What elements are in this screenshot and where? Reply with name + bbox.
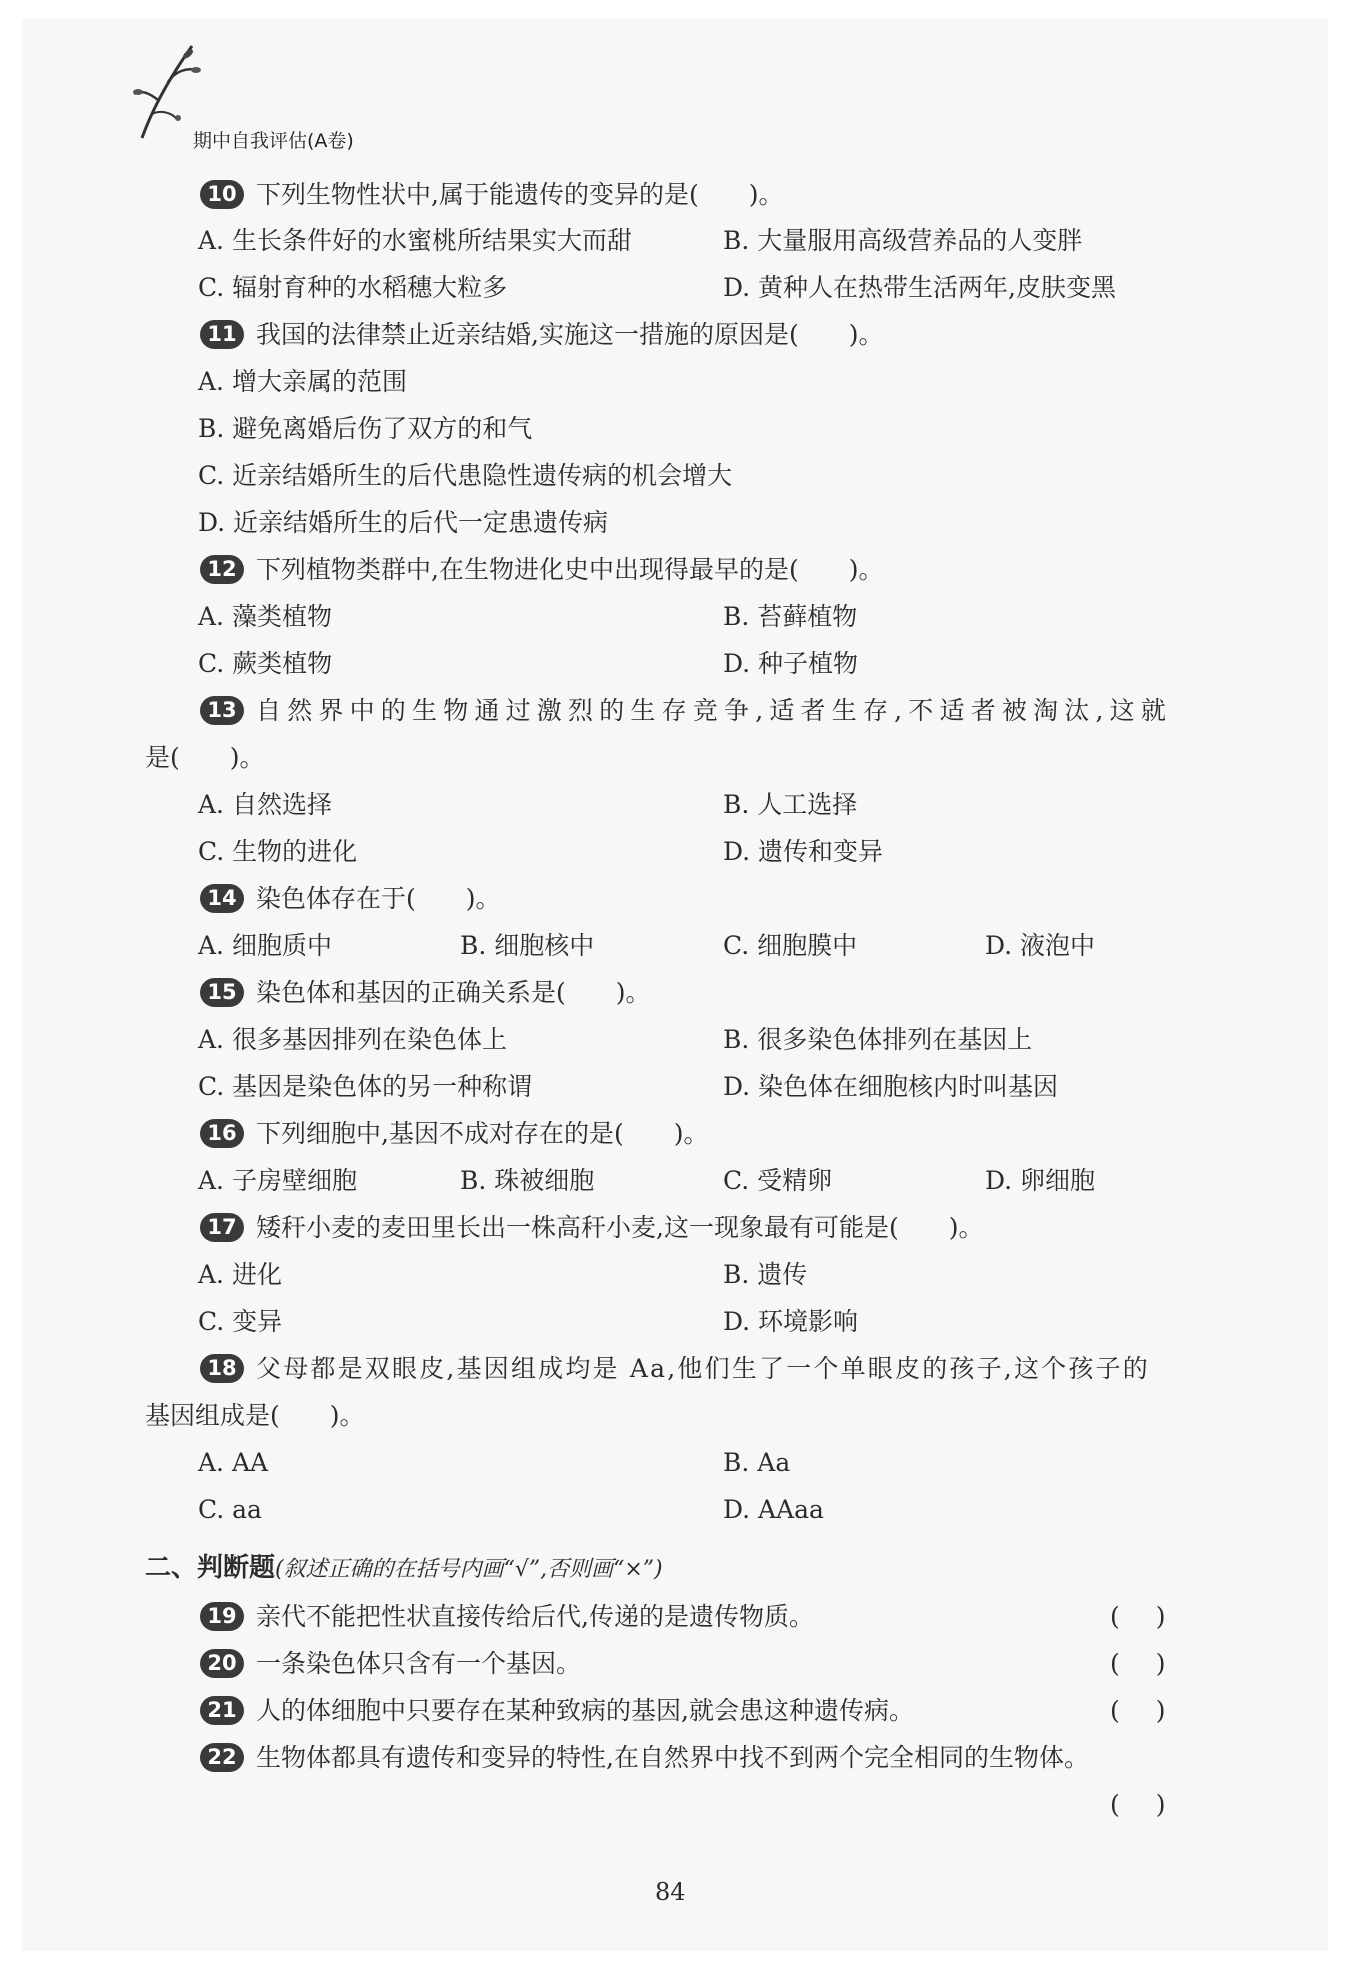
option-c: C. 蕨类植物 xyxy=(198,649,333,678)
question-12 xyxy=(200,553,883,587)
page-header xyxy=(130,40,430,150)
answer-blank: ( ) xyxy=(1110,1696,1166,1725)
option-d: D. 染色体在细胞核内时叫基因 xyxy=(723,1072,1059,1101)
question-number-badge: 17 xyxy=(200,1213,244,1242)
question-17 xyxy=(200,1211,983,1245)
option-b: B. 避免离婚后伤了双方的和气 xyxy=(198,414,533,443)
judgment-21 xyxy=(200,1694,914,1728)
page-number: 84 xyxy=(655,1878,686,1906)
option-b: B. Aa xyxy=(723,1448,791,1477)
question-number-badge: 21 xyxy=(200,1696,244,1725)
question-number-badge: 15 xyxy=(200,978,244,1007)
question-number-badge: 20 xyxy=(200,1649,244,1678)
section-heading xyxy=(145,1547,663,1584)
option-c: C. 受精卵 xyxy=(723,1166,833,1195)
question-number-badge: 19 xyxy=(200,1602,244,1631)
option-c: C. 细胞膜中 xyxy=(723,931,858,960)
option-c: C. aa xyxy=(198,1495,262,1524)
option-d: D. 黄种人在热带生活两年,皮肤变黑 xyxy=(723,273,1116,302)
question-text: 下列生物性状中,属于能遗传的变异的是( )。 xyxy=(256,180,784,209)
option-b: B. 细胞核中 xyxy=(460,931,595,960)
answer-blank: ( ) xyxy=(1110,1602,1166,1631)
question-16 xyxy=(200,1117,708,1151)
option-a: A. 藻类植物 xyxy=(198,602,332,631)
option-a: A. 增大亲属的范围 xyxy=(198,367,407,396)
option-a: A. 进化 xyxy=(198,1260,282,1289)
question-15 xyxy=(200,976,651,1010)
option-d: D. 卵细胞 xyxy=(985,1166,1096,1195)
question-text: 染色体和基因的正确关系是( )。 xyxy=(256,978,651,1007)
option-d: D. 种子植物 xyxy=(723,649,859,678)
question-number-badge: 22 xyxy=(200,1743,244,1772)
question-number-badge: 12 xyxy=(200,555,244,584)
question-text-continued: 基因组成是( )。 xyxy=(145,1401,365,1430)
question-number-badge: 11 xyxy=(200,320,244,349)
option-d: D. 近亲结婚所生的后代一定患遗传病 xyxy=(198,508,609,537)
question-text: 矮秆小麦的麦田里长出一株高秆小麦,这一现象最有可能是( )。 xyxy=(256,1213,984,1242)
option-a: A. 生长条件好的水蜜桃所结果实大而甜 xyxy=(198,226,632,255)
section-instruction: (叙述正确的在括号内画“√”,否则画“×”) xyxy=(275,1557,663,1582)
header-title: 期中自我评估(A卷) xyxy=(193,130,354,152)
option-d: D. 环境影响 xyxy=(723,1307,859,1336)
question-number-badge: 14 xyxy=(200,884,244,913)
option-c: C. 生物的进化 xyxy=(198,837,358,866)
question-text-continued: 是( )。 xyxy=(145,743,265,772)
answer-blank: ( ) xyxy=(1110,1790,1166,1819)
question-text: 一条染色体只含有一个基因。 xyxy=(256,1649,582,1678)
question-text: 我国的法律禁止近亲结婚,实施这一措施的原因是( )。 xyxy=(256,320,884,349)
option-a: A. 自然选择 xyxy=(198,790,332,819)
option-c: C. 变异 xyxy=(198,1307,283,1336)
question-13 xyxy=(200,694,1172,728)
question-number-badge: 10 xyxy=(200,180,244,209)
option-b: B. 苔藓植物 xyxy=(723,602,858,631)
option-d: D. AAaa xyxy=(723,1495,824,1524)
answer-blank: ( ) xyxy=(1110,1649,1166,1678)
question-number-badge: 13 xyxy=(200,696,244,725)
option-d: D. 液泡中 xyxy=(985,931,1096,960)
option-b: B. 很多染色体排列在基因上 xyxy=(723,1025,1033,1054)
option-a: A. AA xyxy=(198,1448,269,1477)
question-text: 生物体都具有遗传和变异的特性,在自然界中找不到两个完全相同的生物体。 xyxy=(256,1743,1089,1772)
judgment-20 xyxy=(200,1647,581,1681)
question-11 xyxy=(200,318,883,352)
question-number-badge: 18 xyxy=(200,1354,244,1383)
option-c: C. 辐射育种的水稻穗大粒多 xyxy=(198,273,508,302)
option-b: B. 人工选择 xyxy=(723,790,858,819)
question-text: 人的体细胞中只要存在某种致病的基因,就会患这种遗传病。 xyxy=(256,1696,914,1725)
question-text: 亲代不能把性状直接传给后代,传递的是遗传物质。 xyxy=(256,1602,814,1631)
judgment-22 xyxy=(200,1741,1089,1775)
question-text: 父母都是双眼皮,基因组成均是 Aa,他们生了一个单眼皮的孩子,这个孩子的 xyxy=(256,1354,1150,1383)
option-d: D. 遗传和变异 xyxy=(723,837,884,866)
question-18 xyxy=(200,1352,1150,1386)
option-a: A. 很多基因排列在染色体上 xyxy=(198,1025,507,1054)
question-text: 自然界中的生物通过激烈的生存竞争,适者生存,不适者被淘汰,这就 xyxy=(256,696,1173,725)
option-c: C. 基因是染色体的另一种称谓 xyxy=(198,1072,533,1101)
question-text: 染色体存在于( )。 xyxy=(256,884,501,913)
option-a: A. 子房壁细胞 xyxy=(198,1166,357,1195)
option-a: A. 细胞质中 xyxy=(198,931,332,960)
option-b: B. 珠被细胞 xyxy=(460,1166,595,1195)
question-number-badge: 16 xyxy=(200,1119,244,1148)
option-c: C. 近亲结婚所生的后代患隐性遗传病的机会增大 xyxy=(198,461,733,490)
plant-sprig-icon xyxy=(130,40,210,140)
option-b: B. 大量服用高级营养品的人变胖 xyxy=(723,226,1083,255)
question-10 xyxy=(200,178,783,212)
question-text: 下列细胞中,基因不成对存在的是( )。 xyxy=(256,1119,709,1148)
question-text: 下列植物类群中,在生物进化史中出现得最早的是( )。 xyxy=(256,555,884,584)
question-14 xyxy=(200,882,501,916)
section-title: 二、判断题 xyxy=(145,1553,276,1583)
option-b: B. 遗传 xyxy=(723,1260,808,1289)
judgment-19 xyxy=(200,1600,814,1634)
